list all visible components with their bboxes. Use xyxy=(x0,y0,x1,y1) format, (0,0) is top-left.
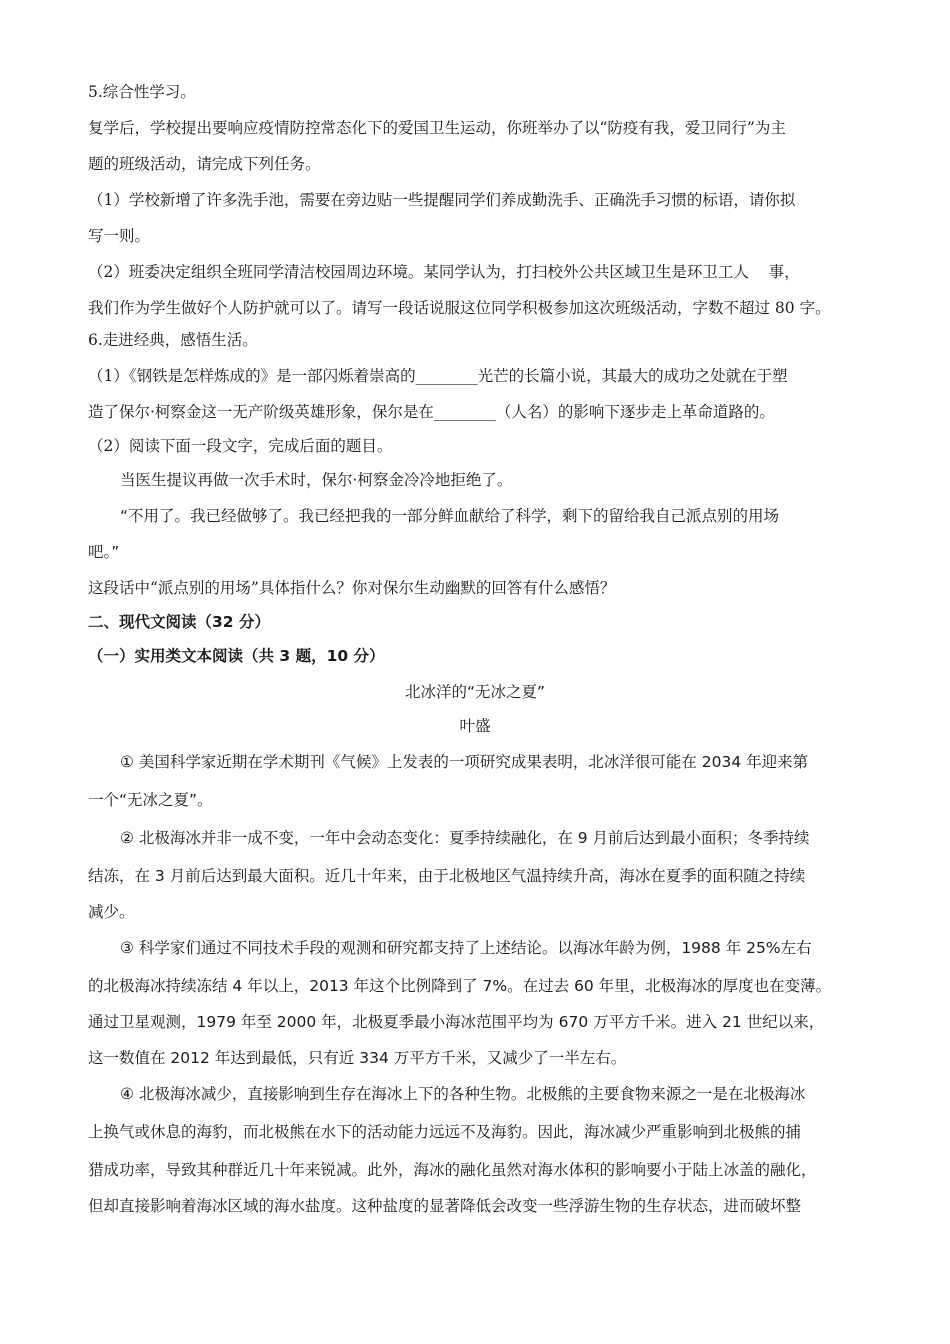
q5-item1-line1: （1）学校新增了许多洗手池，需要在旁边贴一些提醒同学们养成勤洗手、正确洗手习惯的标语，请你拟 xyxy=(88,191,796,209)
q5-title: 5.综合性学习。 xyxy=(88,83,196,101)
article-title: 北冰洋的“无冰之夏” xyxy=(404,683,546,701)
q5-item2-line1: （2）班委决定组织全班同学清洁校园周边环境。某同学认为，打扫校外公共区域卫生是环卫工人 事， xyxy=(88,263,800,281)
article-p1-line2: 一个“无冰之夏”。 xyxy=(88,791,213,809)
q5-item1-line2: 写一则。 xyxy=(88,227,151,245)
article-author: 叶盛 xyxy=(459,717,491,735)
q6-item1-line2: 造了保尔·柯察金这一无产阶级英雄形象，保尔是在________（人名）的影响下逐步走上革命道路的。 xyxy=(88,403,775,421)
q5-intro-line1: 复学后，学校提出要响应疫情防控常态化下的爱国卫生运动，你班举办了以“防疫有我，爱卫同行”为主 xyxy=(88,119,786,137)
article-p4-line2: 上换气或休息的海豹，而北极熊在水下的活动能力远远不及海豹。因此，海冰减少严重影响到北极熊的捕 xyxy=(88,1123,802,1141)
article-p4-line3: 猎成功率，导致其种群近几十年来锐减。此外，海冰的融化虽然对海水体积的影响要小于陆上冰盖的融化， xyxy=(88,1161,817,1179)
section2-subheading: （一）实用类文本阅读（共 3 题，10 分） xyxy=(88,647,385,665)
article-p1-line1: ① 美国科学家近期在学术期刊《气候》上发表的一项研究成果表明，北冰洋很可能在 2034 年迎来第 xyxy=(120,753,809,771)
article-p2-line1: ② 北极海冰并非一成不变，一年中会动态变化：夏季持续融化，在 9 月前后达到最小面积；冬季持续 xyxy=(120,829,810,847)
article-p2-line3: 减少。 xyxy=(88,903,135,921)
article-p4-line1: ④ 北极海冰减少，直接影响到生存在海冰上下的各种生物。北极熊的主要食物来源之一是在北极海冰 xyxy=(120,1085,806,1103)
article-p2-line2: 结冻，在 3 月前后达到最大面积。近几十年来，由于北极地区气温持续升高，海冰在夏季的面积随之持续 xyxy=(88,867,806,885)
article-p3-line1: ③ 科学家们通过不同技术手段的观测和研究都支持了上述结论。以海冰年龄为例，1988 年 25%左右 xyxy=(120,939,812,957)
q6-question: 这段话中“派点别的用场”具体指什么？你对保尔生动幽默的回答有什么感悟？ xyxy=(88,579,616,597)
article-p3-line4: 这一数值在 2012 年达到最低，只有近 334 万平方千米，又减少了一半左右。 xyxy=(88,1049,627,1067)
q6-quote-line2: “不用了。我已经做够了。我已经把我的一部分鲜血献给了科学，剩下的留给我自己派点别的用场 xyxy=(120,507,780,525)
q6-item2: （2）阅读下面一段文字，完成后面的题目。 xyxy=(88,437,393,455)
article-p3-line2: 的北极海冰持续冻结 4 年以上，2013 年这个比例降到了 7%。在过去 60 年里，北极海冰的厚度也在变薄。 xyxy=(88,977,832,995)
q5-intro-line2: 题的班级活动，请完成下列任务。 xyxy=(88,155,321,173)
q6-quote-line1: 当医生提议再做一次手术时，保尔·柯察金冷冷地拒绝了。 xyxy=(120,471,513,489)
q5-item2-line2: 我们作为学生做好个人防护就可以了。请写一段话说服这位同学积极参加这次班级活动，字数不超过 80 字。 xyxy=(88,299,831,317)
section2-heading: 二、现代文阅读（32 分） xyxy=(88,613,270,631)
article-p3-line3: 通过卫星观测，1979 年至 2000 年，北极夏季最小海冰范围平均为 670 万平方千米。进入 21 世纪以来， xyxy=(88,1013,825,1031)
q6-title: 6.走进经典，感悟生活。 xyxy=(88,331,258,349)
q6-item1-line1: （1）《钢铁是怎样炼成的》是一部闪烁着崇高的________光芒的长篇小说，其最大的成功之处就在于塑 xyxy=(88,367,788,385)
article-p4-line4: 但却直接影响着海冰区域的海水盐度。这种盐度的显著降低会改变一些浮游生物的生存状态，进而破坏整 xyxy=(88,1197,802,1215)
q6-quote-line3: 吧。” xyxy=(88,543,120,561)
